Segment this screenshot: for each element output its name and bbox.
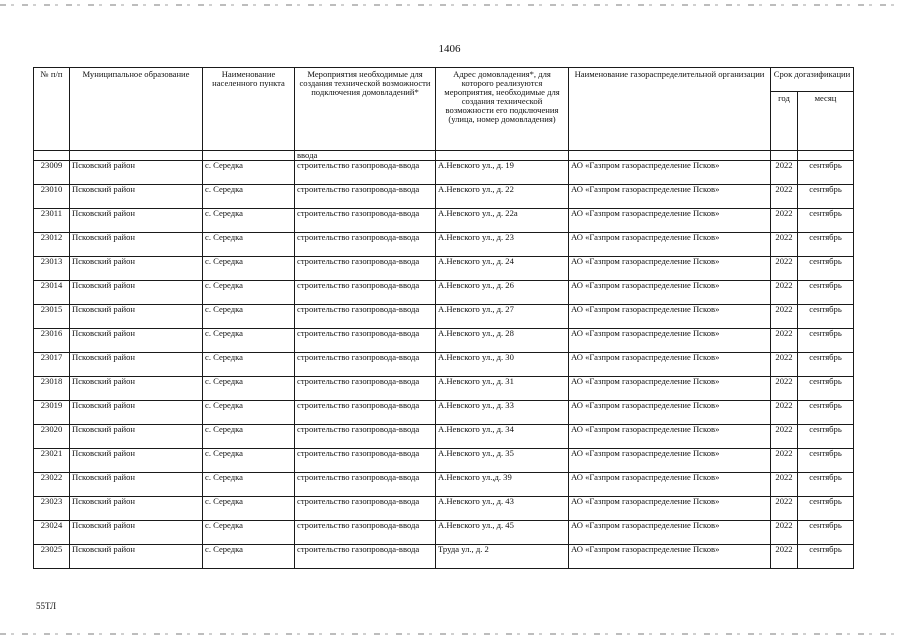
cell-num: 23018 [34, 377, 70, 401]
cell-address: А.Невского ул., д. 27 [436, 305, 569, 329]
cell-month: сентябрь [798, 257, 854, 281]
cell-municipality: Псковский район [70, 209, 203, 233]
cell-settlement: с. Середка [203, 185, 295, 209]
cell-num: 23015 [34, 305, 70, 329]
header-address: Адрес домовладения*, для которого реализуются мероприятия, необходимые для создания технической возможности его подключения (улица, номер домовладения) [436, 68, 569, 151]
cell-year: 2022 [771, 209, 798, 233]
cell-municipality: Псковский район [70, 449, 203, 473]
header-month: месяц [798, 92, 854, 151]
cell-measure: строительство газопровода-ввода [295, 233, 436, 257]
cell-measure: строительство газопровода-ввода [295, 425, 436, 449]
cell-num: 23011 [34, 209, 70, 233]
cell-measure: строительство газопровода-ввода [295, 353, 436, 377]
table-row [34, 377, 854, 401]
cell-num: 23012 [34, 233, 70, 257]
cell-num: 23017 [34, 353, 70, 377]
cell-organization: АО «Газпром газораспределение Псков» [569, 185, 771, 209]
cell-measure: строительство газопровода-ввода [295, 329, 436, 353]
cell-measure: строительство газопровода-ввода [295, 545, 436, 569]
cell-month: сентябрь [798, 521, 854, 545]
cell-month: сентябрь [798, 185, 854, 209]
cell-year: 2022 [771, 329, 798, 353]
header-settlement: Наименование населенного пункта [203, 68, 295, 151]
table-row [34, 257, 854, 281]
table-row [34, 353, 854, 377]
cell-address: А.Невского ул., д. 33 [436, 401, 569, 425]
cell-year: 2022 [771, 353, 798, 377]
continuation-text: ввода [295, 151, 436, 161]
cell-year: 2022 [771, 497, 798, 521]
cell-municipality: Псковский район [70, 185, 203, 209]
cell-address: Труда ул., д. 2 [436, 545, 569, 569]
cell-municipality: Псковский район [70, 425, 203, 449]
cell-organization: АО «Газпром газораспределение Псков» [569, 449, 771, 473]
cell-address: А.Невского ул., д. 19 [436, 161, 569, 185]
cell-address: А.Невского ул., д. 22а [436, 209, 569, 233]
cell-measure: строительство газопровода-ввода [295, 449, 436, 473]
gasification-table [33, 67, 854, 569]
cell-municipality: Псковский район [70, 329, 203, 353]
table-row [34, 497, 854, 521]
cell-settlement: с. Середка [203, 305, 295, 329]
cell-settlement: с. Середка [203, 425, 295, 449]
cell-organization: АО «Газпром газораспределение Псков» [569, 329, 771, 353]
cell-organization: АО «Газпром газораспределение Псков» [569, 209, 771, 233]
cell-year: 2022 [771, 425, 798, 449]
cell-month: сентябрь [798, 425, 854, 449]
cell-measure: строительство газопровода-ввода [295, 521, 436, 545]
cell-municipality: Псковский район [70, 305, 203, 329]
cell-address: А.Невского ул., д. 31 [436, 377, 569, 401]
cell-municipality: Псковский район [70, 377, 203, 401]
cell-municipality: Псковский район [70, 521, 203, 545]
cell-measure: строительство газопровода-ввода [295, 401, 436, 425]
cell-num: 23023 [34, 497, 70, 521]
cell-num: 23024 [34, 521, 70, 545]
cell-organization: АО «Газпром газораспределение Псков» [569, 545, 771, 569]
cell-address: А.Невского ул., д. 45 [436, 521, 569, 545]
cell-month: сентябрь [798, 545, 854, 569]
cell-year: 2022 [771, 161, 798, 185]
cell-address: А.Невского ул., д. 23 [436, 233, 569, 257]
cell-month: сентябрь [798, 233, 854, 257]
cell-measure: строительство газопровода-ввода [295, 209, 436, 233]
cell-organization: АО «Газпром газораспределение Псков» [569, 521, 771, 545]
cell-municipality: Псковский район [70, 473, 203, 497]
header-municipality: Муниципальное образование [70, 68, 203, 151]
table-row [34, 305, 854, 329]
continuation-row [34, 151, 854, 161]
cell-measure: строительство газопровода-ввода [295, 257, 436, 281]
cell-month: сентябрь [798, 161, 854, 185]
cell-settlement: с. Середка [203, 209, 295, 233]
table-row [34, 329, 854, 353]
cell-year: 2022 [771, 473, 798, 497]
table-row [34, 281, 854, 305]
table-row [34, 161, 854, 185]
cell-settlement: с. Середка [203, 401, 295, 425]
cell-num: 23013 [34, 257, 70, 281]
cell-address: А.Невского ул., д. 24 [436, 257, 569, 281]
cell-settlement: с. Середка [203, 449, 295, 473]
header-term: Срок догазификации [771, 68, 854, 92]
cell-month: сентябрь [798, 377, 854, 401]
cell-municipality: Псковский район [70, 257, 203, 281]
cell-municipality: Псковский район [70, 497, 203, 521]
cell-municipality: Псковский район [70, 401, 203, 425]
table-row [34, 209, 854, 233]
cell-organization: АО «Газпром газораспределение Псков» [569, 305, 771, 329]
cell-num: 23014 [34, 281, 70, 305]
cell-year: 2022 [771, 449, 798, 473]
cell-address: А.Невского ул., д. 22 [436, 185, 569, 209]
cell-measure: строительство газопровода-ввода [295, 497, 436, 521]
cell-settlement: с. Середка [203, 473, 295, 497]
cell-num: 23019 [34, 401, 70, 425]
cell-num: 23010 [34, 185, 70, 209]
cell-measure: строительство газопровода-ввода [295, 161, 436, 185]
cell-municipality: Псковский район [70, 545, 203, 569]
table-row [34, 545, 854, 569]
cell-num: 23021 [34, 449, 70, 473]
cell-address: А.Невского ул., д. 28 [436, 329, 569, 353]
cell-organization: АО «Газпром газораспределение Псков» [569, 473, 771, 497]
cell-year: 2022 [771, 281, 798, 305]
cell-year: 2022 [771, 521, 798, 545]
cell-settlement: с. Середка [203, 545, 295, 569]
cell-municipality: Псковский район [70, 233, 203, 257]
cell-month: сентябрь [798, 497, 854, 521]
table-row [34, 521, 854, 545]
cell-settlement: с. Середка [203, 497, 295, 521]
cell-month: сентябрь [798, 449, 854, 473]
cell-address: А.Невского ул., д. 34 [436, 425, 569, 449]
cell-settlement: с. Середка [203, 257, 295, 281]
cell-organization: АО «Газпром газораспределение Псков» [569, 257, 771, 281]
cell-month: сентябрь [798, 473, 854, 497]
cell-year: 2022 [771, 305, 798, 329]
cell-year: 2022 [771, 377, 798, 401]
cell-year: 2022 [771, 233, 798, 257]
cell-organization: АО «Газпром газораспределение Псков» [569, 401, 771, 425]
cell-organization: АО «Газпром газораспределение Псков» [569, 281, 771, 305]
table-row [34, 233, 854, 257]
cell-municipality: Псковский район [70, 353, 203, 377]
cell-organization: АО «Газпром газораспределение Псков» [569, 233, 771, 257]
table-row [34, 185, 854, 209]
cell-organization: АО «Газпром газораспределение Псков» [569, 353, 771, 377]
table-row [34, 473, 854, 497]
cell-organization: АО «Газпром газораспределение Псков» [569, 161, 771, 185]
footer-code: 55ТЛ [36, 601, 57, 611]
header-num: № п/п [34, 68, 70, 151]
table-row [34, 401, 854, 425]
cell-year: 2022 [771, 257, 798, 281]
cell-address: А.Невского ул., д. 30 [436, 353, 569, 377]
cell-num: 23022 [34, 473, 70, 497]
cell-settlement: с. Середка [203, 281, 295, 305]
cell-address: А.Невского ул.,д. 39 [436, 473, 569, 497]
cell-measure: строительство газопровода-ввода [295, 377, 436, 401]
cell-settlement: с. Середка [203, 521, 295, 545]
header-measures: Мероприятия необходимые для создания технической возможности подключения домовладений* [295, 68, 436, 151]
cell-settlement: с. Середка [203, 377, 295, 401]
cell-settlement: с. Середка [203, 329, 295, 353]
cell-municipality: Псковский район [70, 161, 203, 185]
cell-month: сентябрь [798, 305, 854, 329]
cell-num: 23020 [34, 425, 70, 449]
page-number: 1406 [438, 43, 461, 55]
cell-measure: строительство газопровода-ввода [295, 185, 436, 209]
table-row [34, 449, 854, 473]
cell-municipality: Псковский район [70, 281, 203, 305]
cell-settlement: с. Середка [203, 353, 295, 377]
cell-month: сентябрь [798, 353, 854, 377]
cell-settlement: с. Середка [203, 161, 295, 185]
cell-month: сентябрь [798, 281, 854, 305]
scan-noise-top [0, 4, 899, 6]
scan-noise-bottom [0, 633, 899, 635]
cell-num: 23009 [34, 161, 70, 185]
cell-settlement: с. Середка [203, 233, 295, 257]
cell-address: А.Невского ул., д. 43 [436, 497, 569, 521]
cell-month: сентябрь [798, 209, 854, 233]
cell-num: 23016 [34, 329, 70, 353]
table-row [34, 425, 854, 449]
cell-year: 2022 [771, 545, 798, 569]
header-organization: Наименование газораспределительной организации [569, 68, 771, 151]
cell-measure: строительство газопровода-ввода [295, 473, 436, 497]
cell-organization: АО «Газпром газораспределение Псков» [569, 497, 771, 521]
cell-address: А.Невского ул., д. 35 [436, 449, 569, 473]
cell-month: сентябрь [798, 401, 854, 425]
cell-year: 2022 [771, 401, 798, 425]
cell-measure: строительство газопровода-ввода [295, 281, 436, 305]
header-year: год [771, 92, 798, 151]
cell-address: А.Невского ул., д. 26 [436, 281, 569, 305]
cell-organization: АО «Газпром газораспределение Псков» [569, 377, 771, 401]
cell-organization: АО «Газпром газораспределение Псков» [569, 425, 771, 449]
cell-measure: строительство газопровода-ввода [295, 305, 436, 329]
cell-month: сентябрь [798, 329, 854, 353]
cell-year: 2022 [771, 185, 798, 209]
cell-num: 23025 [34, 545, 70, 569]
